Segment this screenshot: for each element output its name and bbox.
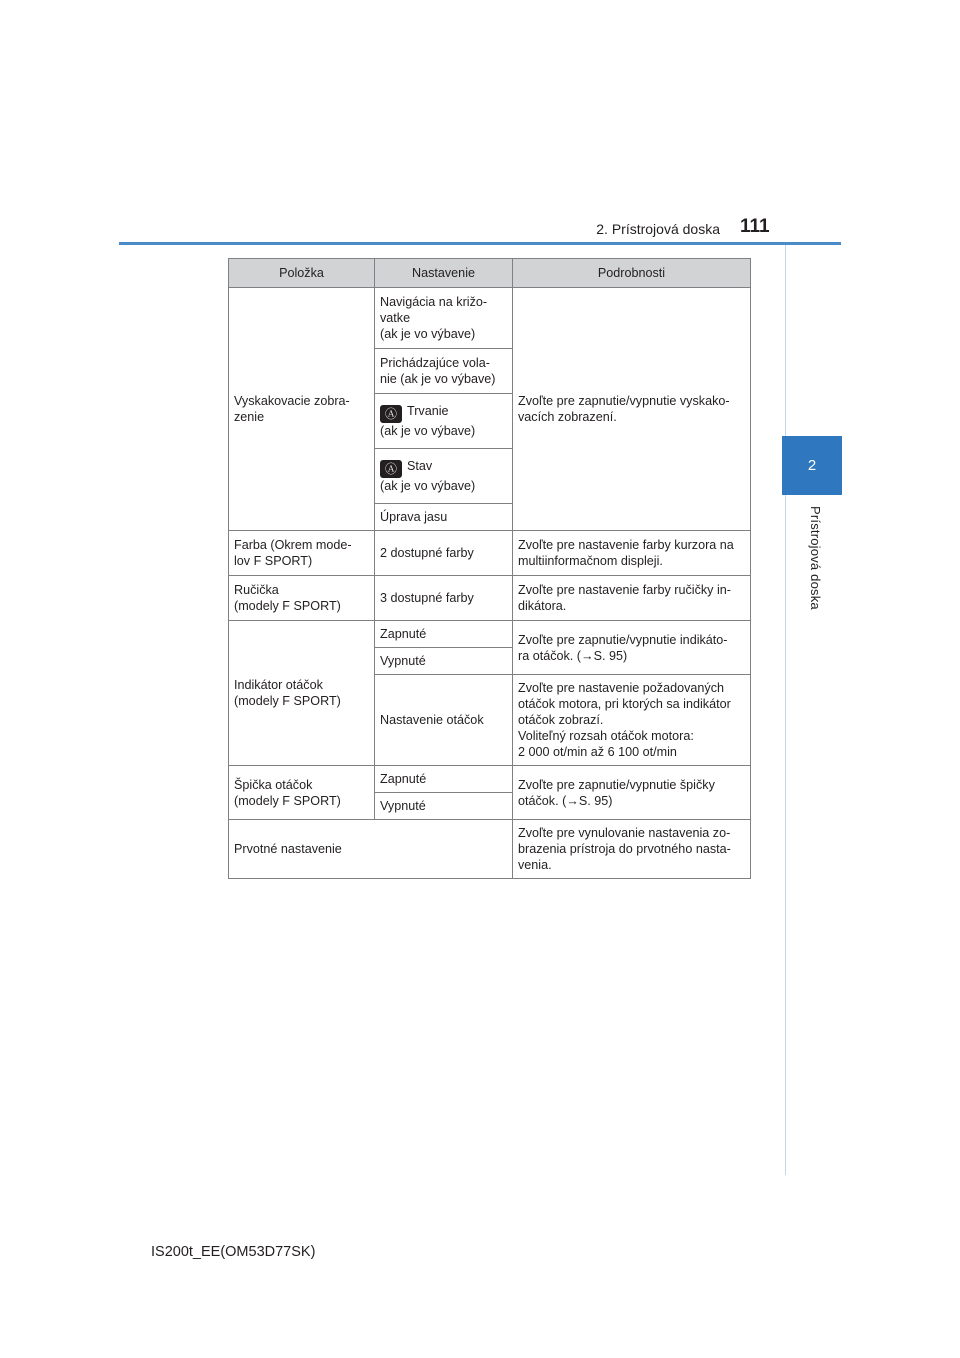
settings-table [228,258,751,879]
setting-brightness-cell: Úprava jasu [375,504,513,531]
color-item-cell: Farba (Okrem mode- lov F SPORT) [229,531,375,576]
table-header-row [229,259,751,288]
table-row [229,820,751,879]
rpm-setting-details-cell: Zvoľte pre nastavenie požadovaných otáčok motora, pri ktorých sa indikátor otáčok zobrazí. Voliteľný rozsah otáčok motora: 2 000 ot/min až 6 100 ot/min [513,675,751,766]
setting-incoming-call-cell: Prichádzajúce vola- nie (ak je vo výbave) [375,349,513,394]
table-row [229,766,751,793]
setting-duration-note: (ak je vo výbave) [380,424,476,438]
needle-details-cell: Zvoľte pre nastavenie farby ručičky in- dikátora. [513,576,751,621]
rpm-peak-off-cell: Vypnuté [375,793,513,820]
side-divider [785,245,786,1175]
setting-duration-label: Trvanie [407,404,449,418]
rpm-indicator-off-cell: Vypnuté [375,648,513,675]
reset-item-cell: Prvotné nastavenie [229,820,513,879]
table-row [229,576,751,621]
page-number: 111 [740,216,770,237]
needle-item-cell: Ručička (modely F SPORT) [229,576,375,621]
rpm-indicator-onoff-details-cell: Zvoľte pre zapnutie/vypnutie indikáto- ra otáčok. (→S. 95) [513,621,751,675]
setting-status-note: (ak je vo výbave) [380,479,476,493]
color-details-cell: Zvoľte pre nastavenie farby kurzora na multiinformačnom displeji. [513,531,751,576]
setting-status-cell [375,449,513,504]
chapter-tab: 2 [782,436,842,495]
column-header-details: Podrobnosti [513,259,751,288]
setting-duration-cell [375,394,513,449]
table-row [229,288,751,349]
table-row [229,621,751,648]
rpm-peak-details-cell: Zvoľte pre zapnutie/vypnutie špičky otáčok. (→S. 95) [513,766,751,820]
rpm-indicator-item-cell: Indikátor otáčok (modely F SPORT) [229,621,375,766]
setting-navigation-cell: Navigácia na križo- vatke (ak je vo výbave) [375,288,513,349]
rpm-indicator-on-cell: Zapnuté [375,621,513,648]
popup-item-cell: Vyskakovacie zobra- zenie [229,288,375,531]
chapter-side-label: Prístrojová doska [808,506,823,610]
header-rule [119,242,841,245]
column-header-setting: Nastavenie [375,259,513,288]
color-setting-cell: 2 dostupné farby [375,531,513,576]
table-row [229,531,751,576]
reset-details-cell: Zvoľte pre vynulovanie nastavenia zo- brazenia prístroja do prvotného nasta- venia. [513,820,751,879]
rpm-peak-on-cell: Zapnuté [375,766,513,793]
rpm-peak-item-cell: Špička otáčok (modely F SPORT) [229,766,375,820]
A-badge-icon: Ⓐ [380,460,402,478]
popup-details-cell: Zvoľte pre zapnutie/vypnutie vyskako- vacích zobrazení. [513,288,751,531]
A-badge-icon: Ⓐ [380,405,402,423]
setting-status-label: Stav [407,459,433,473]
needle-setting-cell: 3 dostupné farby [375,576,513,621]
rpm-setting-cell: Nastavenie otáčok [375,675,513,766]
chapter-title: 2. Prístrojová doska [596,221,720,237]
column-header-item: Položka [229,259,375,288]
footer-model-code: IS200t_EE(OM53D77SK) [151,1244,316,1260]
